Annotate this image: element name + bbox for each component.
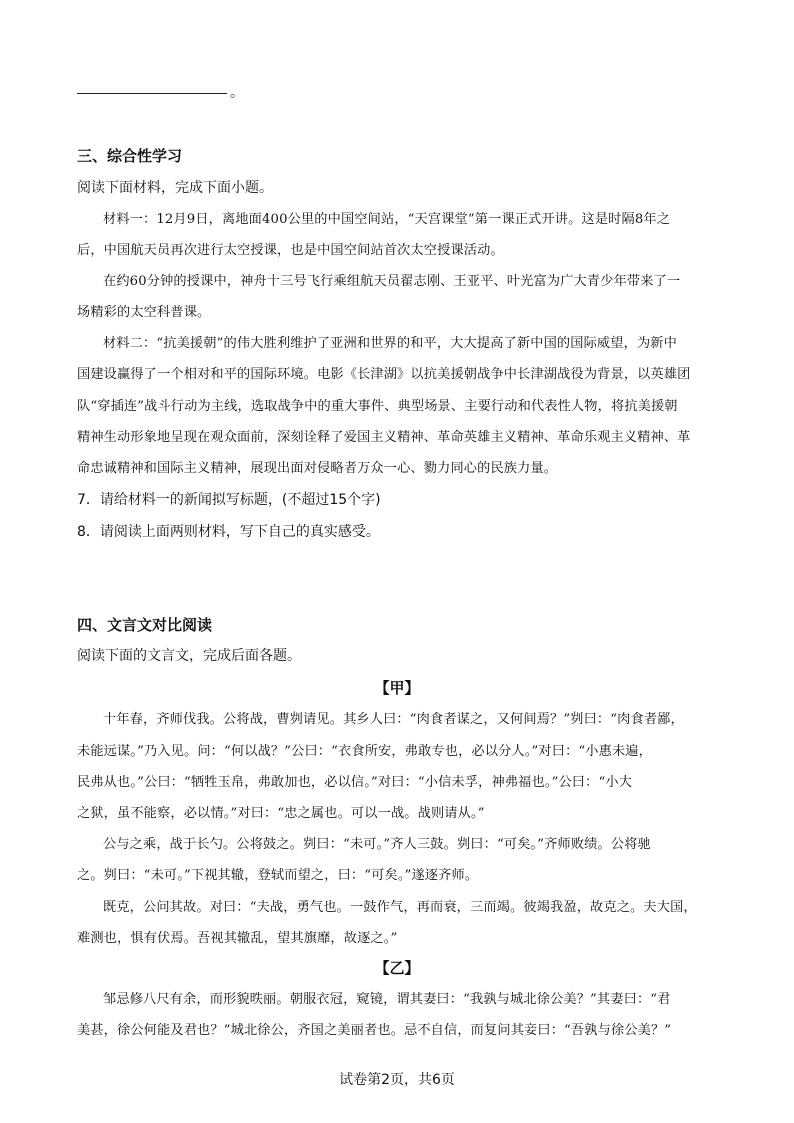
material1-line: 场精彩的太空科普课。	[77, 305, 211, 320]
material1-line: 材料一：12月9日，离地面400公里的中国空间站，“天宫课堂”第一课正式开讲。这是时隔8年之	[103, 212, 671, 227]
jia-line: 十年春，齐师伐我。公将战，曹刿请见。其乡人曰：“肉食者谋之，又何间焉？”刿曰：“肉食者鄙，	[103, 712, 684, 727]
jia-line: 之狱，虽不能察，必以情。”对曰：“忠之属也。可以一战。战则请从。”	[77, 806, 485, 821]
question-7: 7．请给材料一的新闻拟写标题，(不超过15个字)	[77, 492, 381, 508]
material2-line: 精神生动形象地呈现在观众面前，深刻诠释了爱国主义精神、革命英雄主义精神、革命乐观主义精神、革	[77, 430, 691, 445]
material1-line: 后，中国航天员再次进行太空授课，也是中国空间站首次太空授课活动。	[77, 243, 504, 258]
jia-line: 公与之乘，战于长勺。公将鼓之。刿曰：“未可。”齐人三鼓。刿曰：“可矣。”齐师败绩。公将驰	[103, 837, 651, 852]
jia-line: 既克，公问其故。对曰：“夫战，勇气也。一鼓作气，再而衰，三而竭。彼竭我盈，故克之。夫大国，	[103, 900, 697, 915]
section4-heading: 四、文言文对比阅读	[77, 616, 213, 634]
material2-line: 材料二：“抗美援朝”的伟大胜利维护了亚洲和世界的和平，大大提高了新中国的国际威望，为新中	[103, 336, 677, 351]
material1-line: 在约60分钟的授课中，神舟十三号飞行乘组航天员翟志刚、王亚平、叶光富为广大青少年带来了一	[103, 274, 681, 289]
jia-label: 【甲】	[374, 679, 420, 697]
material2-line: 队“穿插连”战斗行动为主线，选取战争中的重大事件、典型场景、主要行动和代表性人物，将抗美援朝	[77, 399, 678, 414]
jia-line: 未能远谋。”乃入见。问：“何以战？”公曰：“衣食所安，弗敢专也，必以分人。”对曰：“小惠未遍，	[77, 744, 652, 759]
jia-line: 难测也，惧有伏焉。吾视其辙乱，望其旗靡，故逐之。”	[77, 931, 398, 946]
page-footer: 试卷第2页，共6页	[339, 1072, 455, 1088]
blank-end-mark: 。	[230, 85, 244, 101]
yi-line: 美甚，徐公何能及君也？”城北徐公，齐国之美丽者也。忌不自信，而复问其妾曰：“吾孰与徐公美？”	[77, 1023, 672, 1038]
section3-instruction: 阅读下面材料，完成下面小题。	[77, 180, 273, 196]
question-8: 8．请阅读上面两则材料，写下自己的真实感受。	[77, 524, 380, 540]
material2-line: 命忠诚精神和国际主义精神，展现出面对侵略者万众一心、勠力同心的民族力量。	[77, 461, 558, 476]
jia-line: 民弗从也。”公曰：“牺牲玉帛，弗敢加也，必以信。”对曰：“小信未孚，神弗福也。”公曰：“小大	[77, 775, 633, 790]
yi-label: 【乙】	[374, 959, 420, 977]
section3-heading: 三、综合性学习	[77, 147, 183, 165]
material2-line: 国建设赢得了一个相对和平的国际环境。电影《长津湖》以抗美援朝战争中长津湖战役为背景，以英雄团	[77, 367, 691, 382]
section4-instruction: 阅读下面的文言文，完成后面各题。	[77, 648, 301, 664]
answer-blank-line	[77, 79, 227, 94]
yi-line: 邹忌修八尺有余，而形貌昳丽。朝服衣冠，窥镜，谓其妻曰：“我孰与城北徐公美？”其妻曰：“君	[103, 992, 671, 1007]
jia-line: 之。刿曰：“未可。”下视其辙，登轼而望之，曰：“可矣。”遂逐齐师。	[77, 868, 479, 883]
